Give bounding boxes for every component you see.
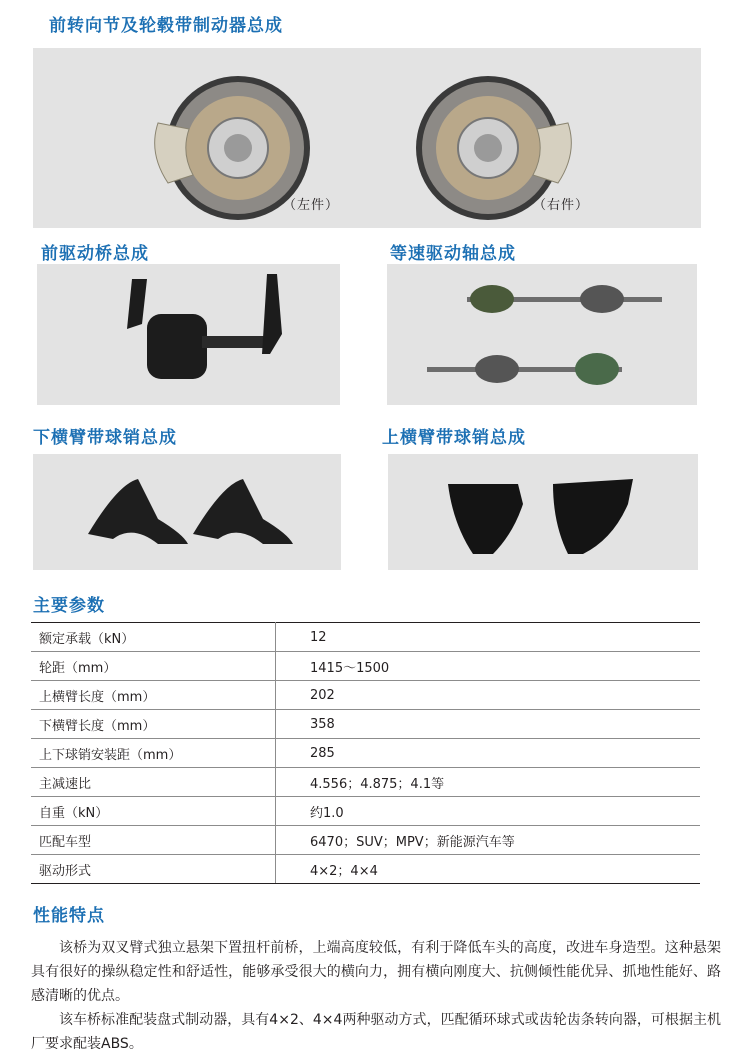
brake-assembly-photo: [33, 48, 701, 228]
param-value: 4.556；4.875；4.1等: [276, 768, 701, 797]
brake-assembly-illustration: [33, 48, 701, 228]
param-label: 轮距（mm）: [31, 652, 276, 681]
upper-arm-title: 上横臂带球销总成: [382, 428, 526, 448]
upper-arm-photo: [388, 454, 698, 570]
params-row: [31, 739, 700, 768]
param-value: 6470；SUV；MPV；新能源汽车等: [276, 826, 701, 855]
param-label: 驱动形式: [31, 855, 276, 884]
param-value: 1415～1500: [276, 652, 701, 681]
lower-arm-title: 下横臂带球销总成: [33, 428, 177, 448]
param-value: 12: [276, 623, 701, 652]
param-label: 上横臂长度（mm）: [31, 681, 276, 710]
param-label: 下横臂长度（mm）: [31, 710, 276, 739]
features-paragraph-1: 该桥为双叉臂式独立悬架下置扭杆前桥，上端高度较低，有利于降低车头的高度，改进车身造型。这种悬架具有很好的操纵稳定性和舒适性，能够承受很大的横向力，拥有横向刚度大、抗侧倾性能优异、抓地性能好、路感清晰的优点。: [31, 940, 721, 1004]
front-axle-photo: [37, 264, 340, 405]
upper-arm-illustration: [388, 454, 698, 570]
params-row: [31, 652, 700, 681]
cv-shaft-illustration: [387, 264, 697, 405]
param-value: 约1.0: [276, 797, 701, 826]
params-row: [31, 855, 700, 884]
param-label: 自重（kN）: [31, 797, 276, 826]
params-row: [31, 623, 700, 652]
params-table: [31, 622, 700, 884]
front-axle-illustration: [37, 264, 340, 405]
features-paragraph-2: 该车桥标准配装盘式制动器，具有4×2、4×4两种驱动方式，匹配循环球式或齿轮齿条转向器，可根据主机厂要求配装ABS。: [31, 1012, 721, 1052]
cv-shaft-photo: [387, 264, 697, 405]
param-value: 358: [276, 710, 701, 739]
param-value: 4×2；4×4: [276, 855, 701, 884]
right-part-caption: （右件）: [533, 198, 590, 213]
lower-arm-photo: [33, 454, 341, 570]
brake-assembly-title: 前转向节及轮毂带制动器总成: [49, 16, 283, 36]
param-label: 匹配车型: [31, 826, 276, 855]
cv-shaft-title: 等速驱动轴总成: [390, 244, 516, 264]
front-axle-title: 前驱动桥总成: [41, 244, 149, 264]
params-title: 主要参数: [33, 596, 105, 616]
param-label: 主减速比: [31, 768, 276, 797]
features-title: 性能特点: [33, 906, 105, 926]
params-row: [31, 710, 700, 739]
params-row: [31, 768, 700, 797]
param-value: 202: [276, 681, 701, 710]
params-row: [31, 681, 700, 710]
left-part-caption: （左件）: [283, 198, 340, 213]
param-value: 285: [276, 739, 701, 768]
params-row: [31, 797, 700, 826]
lower-arm-illustration: [33, 454, 341, 570]
param-label: 上下球销安装距（mm）: [31, 739, 276, 768]
params-row: [31, 826, 700, 855]
param-label: 额定承载（kN）: [31, 623, 276, 652]
